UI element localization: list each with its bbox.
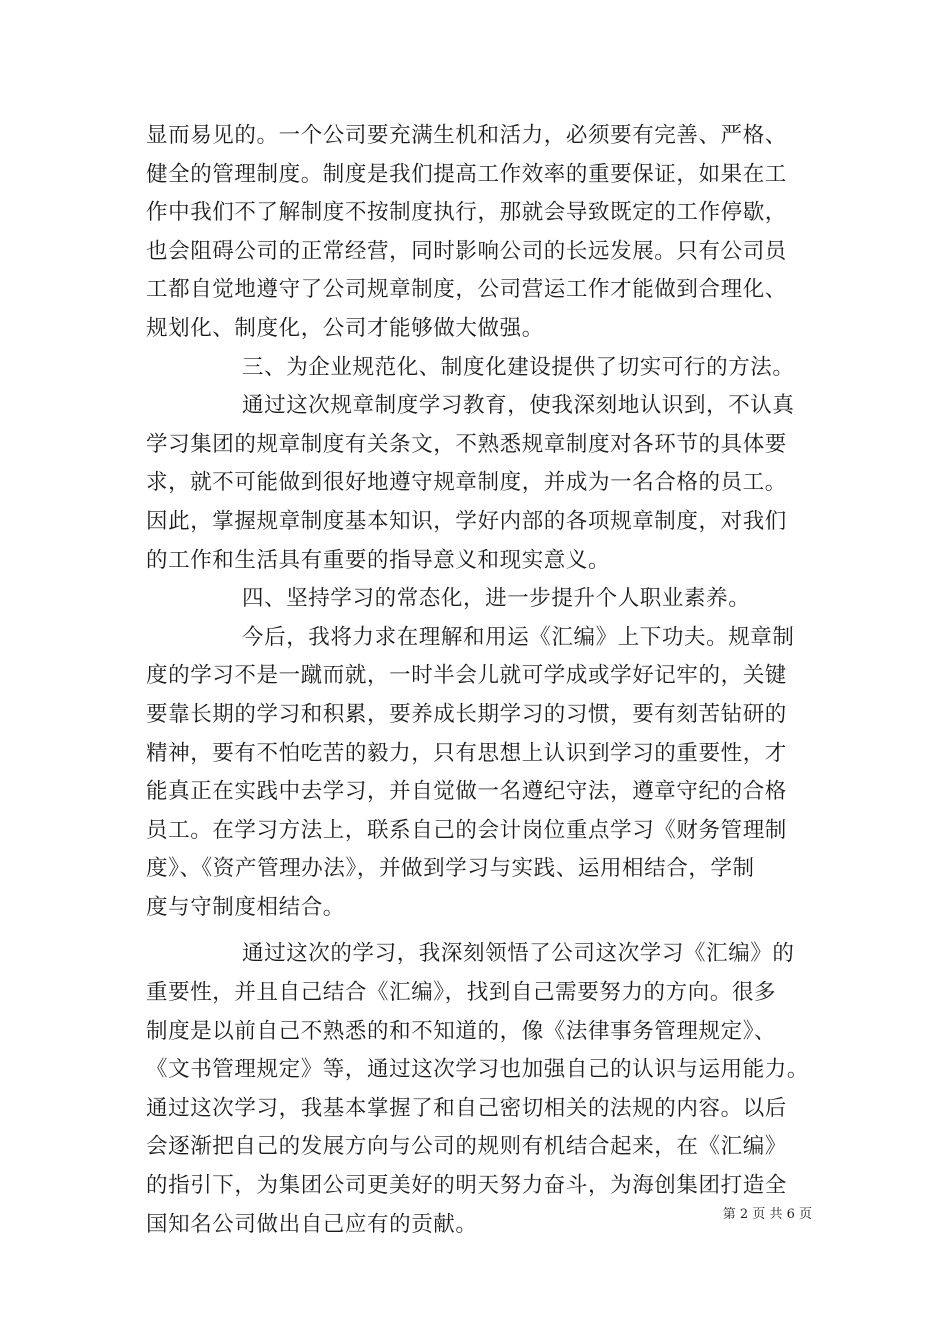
text-line: 的工作和生活具有重要的指导意义和现实意义。 xyxy=(146,547,611,573)
text-line: 能真正在实践中去学习，并自觉做一名遵纪守法，遵章守纪的合格 xyxy=(146,779,787,805)
text-line: 要靠长期的学习和积累，要养成长期学习的习惯，要有刻苦钻研的 xyxy=(146,701,787,727)
text-line: 度与守制度相结合。 xyxy=(146,894,345,920)
section-heading-4: 四、坚持学习的常态化，进一步提升个人职业素养。 xyxy=(242,586,751,612)
text-line: 会逐渐把自己的发展方向与公司的规则有机结合起来，在《汇编》 xyxy=(146,1134,787,1160)
paragraph-start: 通过这次规章制度学习教育，使我深刻地认识到，不认真 xyxy=(242,393,795,419)
text-line: 求，就不可能做到很好地遵守规章制度，并成为一名合格的员工。 xyxy=(146,470,787,496)
text-line: 重要性，并且自己结合《汇编》，找到自己需要努力的方向。很多 xyxy=(146,980,777,1006)
page-number-footer: 第 2 页 共 6 页 xyxy=(722,1207,812,1222)
text-line: 员工。在学习方法上，联系自己的会计岗位重点学习《财务管理制 xyxy=(146,817,787,843)
text-line: 显而易见的。一个公司要充满生机和活力，必须要有完善、严格、 xyxy=(146,123,787,148)
text-line: 也会阻碍公司的正常经营，同时影响公司的长远发展。只有公司员 xyxy=(146,238,787,264)
text-line: 制度是以前自己不熟悉的和不知道的，像《法律事务管理规定》、 xyxy=(146,1018,777,1044)
paragraph-start: 通过这次的学习，我深刻领悟了公司这次学习《汇编》的 xyxy=(242,941,795,967)
text-line: 度的学习不是一蹴而就，一时半会儿就可学成或学好记牢的，关键 xyxy=(146,663,787,689)
text-line: 规划化、制度化，公司才能够做大做强。 xyxy=(146,315,544,341)
text-line: 学习集团的规章制度有关条文，不熟悉规章制度对各环节的具体要 xyxy=(146,431,787,457)
text-line: 国知名公司做出自己应有的贡献。 xyxy=(146,1211,478,1237)
text-line: 度》、《资产管理办法》，并做到学习与实践、运用相结合，学制 xyxy=(146,856,755,882)
text-line: 《文书管理规定》等，通过这次学习也加强自己的认识与运用能力。 xyxy=(146,1057,810,1083)
text-line: 健全的管理制度。制度是我们提高工作效率的重要保证，如果在工 xyxy=(146,161,787,187)
text-line: 的指引下，为集团公司更美好的明天努力奋斗，为海创集团打造全 xyxy=(146,1173,787,1199)
text-line: 精神，要有不怕吃苦的毅力，只有思想上认识到学习的重要性，才 xyxy=(146,740,787,766)
text-line: 因此，掌握规章制度基本知识，学好内部的各项规章制度，对我们 xyxy=(146,508,787,534)
document-body xyxy=(146,117,810,1244)
text-line: 作中我们不了解制度不按制度执行，那就会导致既定的工作停歇， xyxy=(146,200,787,226)
section-heading-3: 三、为企业规范化、制度化建设提供了切实可行的方法。 xyxy=(242,354,795,380)
paragraph-gap xyxy=(146,927,810,935)
paragraph-start: 今后，我将力求在理解和用运《汇编》上下功夫。规章制 xyxy=(242,624,795,650)
text-line: 工都自觉地遵守了公司规章制度，公司营运工作才能做到合理化、 xyxy=(146,277,787,303)
text-line: 通过这次学习，我基本掌握了和自己密切相关的法规的内容。以后 xyxy=(146,1095,787,1121)
